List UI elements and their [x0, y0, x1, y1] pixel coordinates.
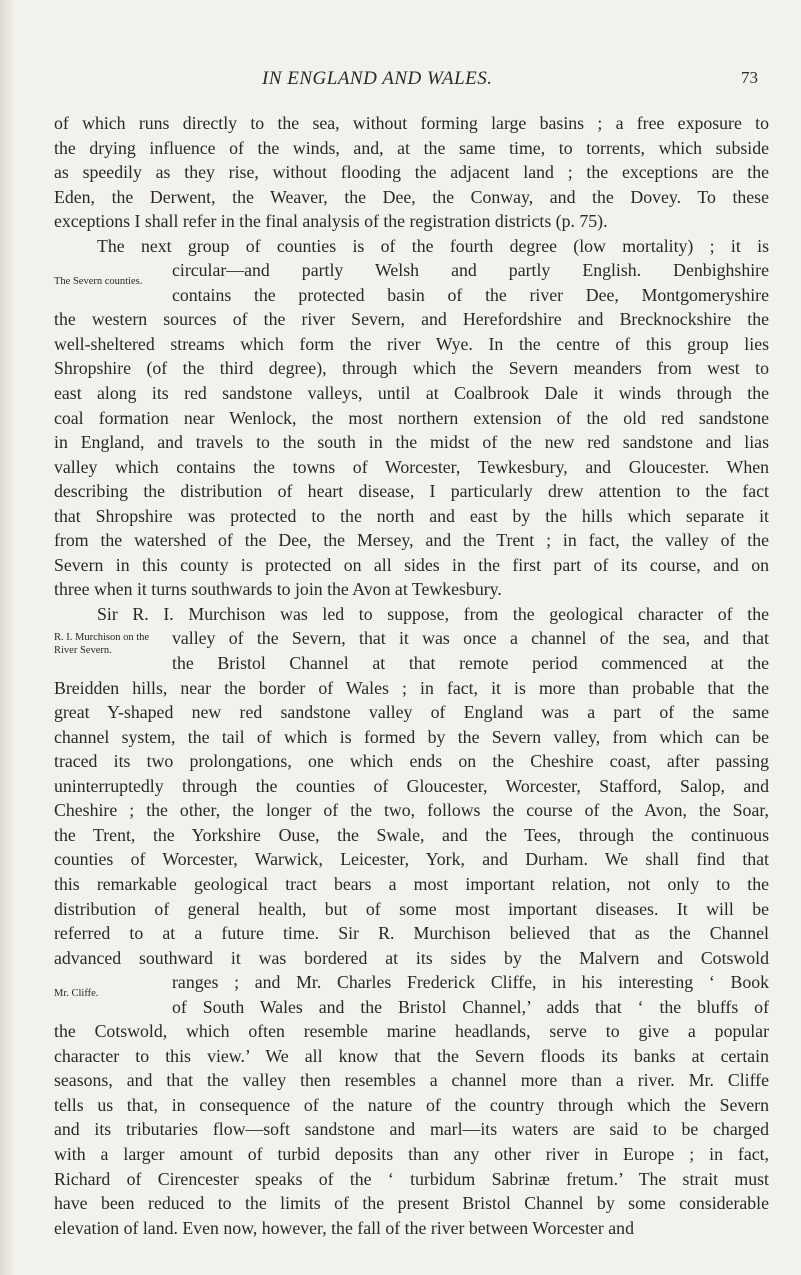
- text-line: coal formation near Wenlock, the most northern extension of the old red sandstone: [54, 407, 769, 428]
- text-line: three when it turns southwards to join the Avon at Tewkesbury.: [54, 579, 502, 600]
- text-line: ranges ; and Mr. Charles Frederick Cliffe, in his interesting ‘ Book: [172, 972, 769, 993]
- text-line: Breidden hills, near the border of Wales ; in fact, it is more than probable that the: [54, 677, 769, 698]
- text-line: traced its two prolongations, one which ends on the Cheshire coast, after passing: [54, 751, 769, 772]
- running-title: IN ENGLAND AND WALES.: [262, 68, 493, 89]
- text-line: of which runs directly to the sea, without forming large basins ; a free exposure to: [54, 113, 769, 133]
- text-line: as speedily as they rise, without flooding the adjacent land ; the exceptions are the: [54, 162, 769, 183]
- text-line: distribution of general health, but of some most important diseases. It will be: [54, 898, 769, 919]
- text-line: that Shropshire was protected to the north and east by the hills which separate it: [54, 505, 769, 526]
- text-line: the Bristol Channel at that remote period commenced at the: [172, 653, 769, 674]
- text-line: contains the protected basin of the river Dee, Montgomeryshire: [172, 284, 769, 305]
- text-line: have been reduced to the limits of the present Bristol Channel by some considerable: [54, 1193, 769, 1214]
- text-line: referred to at a future time. Sir R. Murchison believed that as the Channel: [54, 923, 769, 944]
- text-line: circular—and partly Welsh and partly English. Denbighshire: [172, 260, 769, 281]
- text-line: channel system, the tail of which is formed by the Severn valley, from which can be: [54, 726, 769, 747]
- text-line: valley of the Severn, that it was once a channel of the sea, and that: [172, 628, 769, 649]
- text-line: character to this view.’ We all know that the Severn floods its banks at certain: [54, 1045, 769, 1066]
- text-line: well-sheltered streams which form the river Wye. In the centre of this group lies: [54, 333, 769, 354]
- text-line: describing the distribution of heart disease, I particularly drew attention to the fact: [54, 481, 769, 502]
- text-line: this remarkable geological tract bears a most important relation, not only to the: [54, 873, 769, 894]
- text-line: great Y-shaped new red sandstone valley of England was a part of the same: [54, 702, 769, 723]
- text-line: valley which contains the towns of Worcester, Tewkesbury, and Gloucester. When: [54, 456, 769, 477]
- text-line: The next group of counties is of the fourth degree (low mortality) ; it is: [97, 235, 769, 256]
- margin-note-murchison: R. I. Murchison on the River Severn.: [54, 632, 150, 656]
- body-text: [54, 111, 769, 1240]
- page-number: 73: [741, 68, 758, 87]
- text-line: Eden, the Derwent, the Weaver, the Dee, the Conway, and the Dovey. To these: [54, 186, 769, 207]
- text-line: seasons, and that the valley then resembles a channel more than a river. Mr. Cliffe: [54, 1070, 769, 1091]
- text-line: counties of Worcester, Warwick, Leicester, York, and Durham. We shall find that: [54, 849, 769, 870]
- margin-note-severn-counties: The Severn counties.: [54, 276, 143, 288]
- text-line: the drying influence of the winds, and, at the same time, to torrents, which subside: [54, 137, 769, 158]
- text-line: Richard of Cirencester speaks of the ‘ turbidum Sabrinæ fretum.’ The strait must: [54, 1168, 769, 1189]
- text-line: the Cotswold, which often resemble marine headlands, serve to give a popular: [54, 1021, 769, 1042]
- running-header: [0, 68, 801, 92]
- text-line: advanced southward it was bordered at its sides by the Malvern and Cotswold: [54, 947, 769, 968]
- text-line: uninterruptedly through the counties of Gloucester, Worcester, Stafford, Salop, and: [54, 775, 769, 796]
- text-line: tells us that, in consequence of the nature of the country through which the Severn: [54, 1094, 769, 1115]
- text-line: exceptions I shall refer in the final analysis of the registration districts (p. 75).: [54, 211, 608, 232]
- text-line: the Trent, the Yorkshire Ouse, the Swale, and the Tees, through the continuous: [54, 824, 769, 845]
- text-line: with a larger amount of turbid deposits than any other river in Europe ; in fact,: [54, 1143, 769, 1164]
- text-line: from the watershed of the Dee, the Mersey, and the Trent ; in fact, the valley of the: [54, 530, 769, 551]
- text-line: of South Wales and the Bristol Channel,’ adds that ‘ the bluffs of: [172, 996, 769, 1017]
- text-line: the western sources of the river Severn, and Herefordshire and Brecknockshire the: [54, 309, 769, 330]
- text-line: Severn in this county is protected on all sides in the first part of its course, and on: [54, 554, 769, 575]
- text-line: elevation of land. Even now, however, the fall of the river between Worcester and: [54, 1217, 634, 1238]
- text-line: Cheshire ; the other, the longer of the two, follows the course of the Avon, the Soar,: [54, 800, 769, 821]
- text-line: Shropshire (of the third degree), through which the Severn meanders from west to: [54, 358, 769, 379]
- text-line: east along its red sandstone valleys, until at Coalbrook Dale it winds through the: [54, 383, 769, 404]
- page-edge-shadow: [0, 0, 14, 1275]
- text-line: Sir R. I. Murchison was led to suppose, from the geological character of the: [97, 603, 769, 624]
- text-line: in England, and travels to the south in the midst of the new red sandstone and lias: [54, 432, 769, 453]
- text-line: and its tributaries flow—soft sandstone and marl—its waters are said to be charged: [54, 1119, 769, 1140]
- margin-note-cliffe: Mr. Cliffe.: [54, 988, 99, 1000]
